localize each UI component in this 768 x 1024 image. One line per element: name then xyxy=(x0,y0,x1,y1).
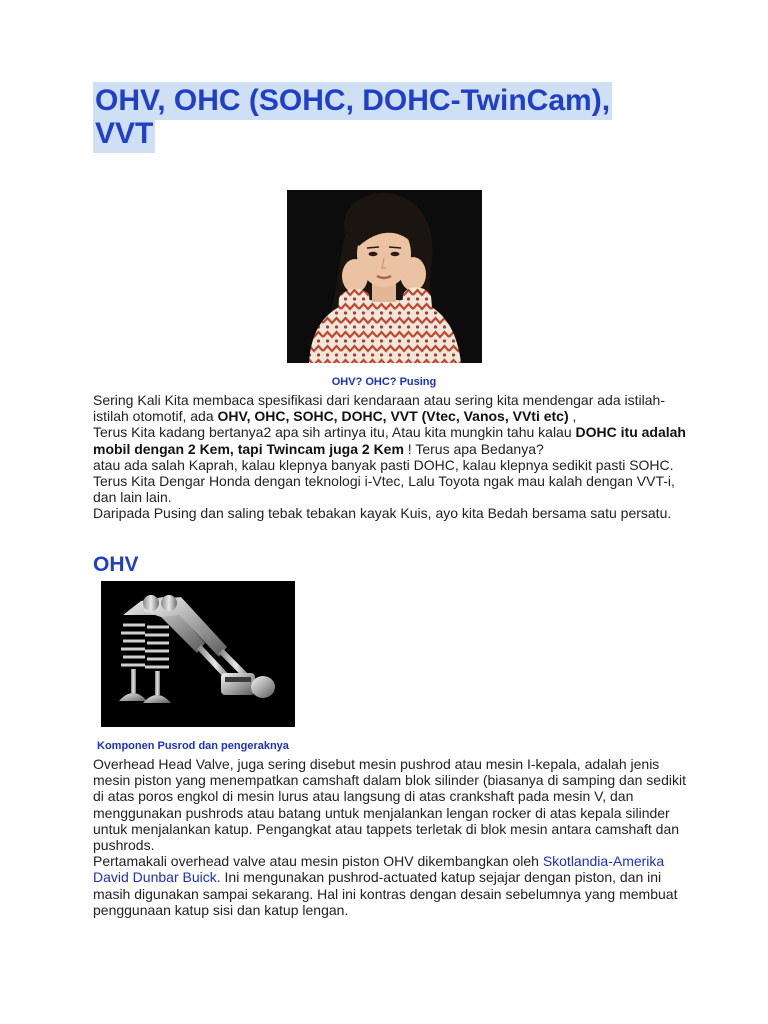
ohv-paragraph xyxy=(93,853,693,918)
intro-paragraph: Daripada Pusing dan saling tebak tebakan kayak Kuis, ayo kita Bedah bersama satu persatu. xyxy=(93,505,672,522)
page-title-text: OHV, OHC (SOHC, DOHC-TwinCam), VVT xyxy=(93,82,612,153)
intro-bold-dohc: DOHC itu adalah mobil dengan 2 Kem, tapi Twincam juga 2 Kem xyxy=(93,424,686,457)
intro-paragraph: Terus Kita Dengar Honda dengan teknologi i-Vtec, Lalu Toyota ngak mau kalah dengan VVT-i, dan lain lain. xyxy=(93,473,675,506)
intro-text-span: ! Terus apa Bedanya? xyxy=(403,440,544,457)
intro-paragraph: atau ada salah Kaprah, kalau klepnya banyak pasti DOHC, kalau klepnya sedikit pasti SOHC. xyxy=(93,456,674,473)
page-title xyxy=(93,84,653,150)
woman-photo xyxy=(287,190,482,363)
intro-text-span: , xyxy=(568,408,577,425)
ohv-paragraph: Overhead Head Valve, juga sering disebut mesin pushrod atau mesin I-kepala, adalah jenis mesin piston yang menempatkan camshaft dalam blok silinder (biasanya di samping dan sedikit di atas poros engkol di mesin lurus atau langsung di atas crankshaft pada mesin V, dan menggunakan pushrods atau batang untuk menjalankan lengan rocker di atas kepala silinder untuk menjalankan katup. Pengangkat atau tappets terletak di blok mesin antara camshaft dan pushrods. xyxy=(93,756,686,854)
intro-text xyxy=(93,392,693,522)
intro-paragraph xyxy=(93,392,693,424)
engine-image-caption: Komponen Pusrod dan pengeraknya xyxy=(97,740,289,752)
intro-text-span: Terus Kita kadang bertanya2 apa sih artinya itu, Atau kita mungkin tahu kalau xyxy=(93,424,576,441)
buick-link[interactable]: Skotlandia-Amerika David Dunbar Buick xyxy=(93,853,665,886)
ohv-text-span: . Ini mengunakan pushrod-actuated katup sejajar dengan piston, dan ini masih digunakan sampai sekarang. Hal ini kontras dengan desain sebelumnya yang membuat penggunaan katup sisi dan katup lengan. xyxy=(93,869,678,918)
intro-bold-terms: OHV, OHC, SOHC, DOHC, VVT (Vtec, Vanos, VVti etc) xyxy=(217,408,569,425)
section-heading-ohv: OHV xyxy=(93,553,139,576)
intro-paragraph xyxy=(93,424,693,456)
ohv-description xyxy=(93,756,693,918)
intro-text-span: Sering Kali Kita membaca spesifikasi dari kendaraan atau sering kita mendengar ada istilah-istilah otomotif, ada xyxy=(93,392,665,425)
ohv-text-span: Pertamakali overhead valve atau mesin piston OHV dikembangkan oleh xyxy=(93,853,543,870)
photo-caption: OHV? OHC? Pusing xyxy=(331,376,437,388)
pushrod-engine-image xyxy=(101,581,295,727)
